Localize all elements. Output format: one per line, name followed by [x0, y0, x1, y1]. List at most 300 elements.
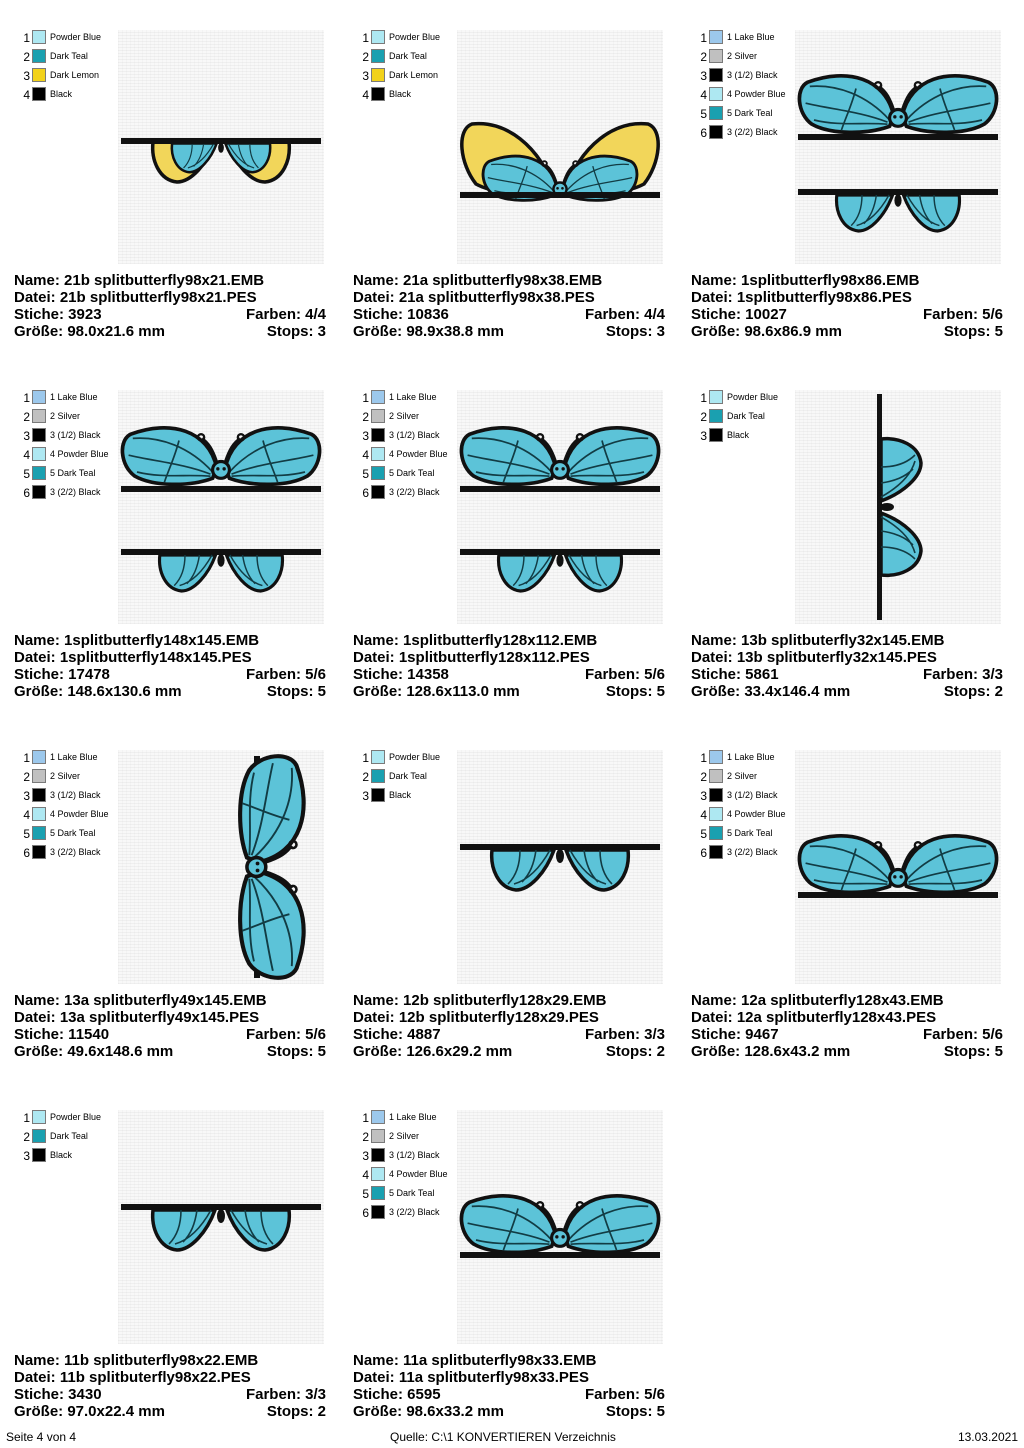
design-size: Größe: 128.6x113.0 mm — [353, 683, 520, 700]
thread-color-row — [697, 749, 797, 768]
thread-color-swatch — [709, 428, 723, 442]
thread-color-number: 6 — [23, 846, 30, 860]
color-count: Farben: 5/6 — [245, 1026, 326, 1043]
stitch-count: Stiche: 14358 — [353, 666, 449, 683]
thread-color-name: 3 (2/2) Black — [389, 1207, 440, 1217]
thread-color-name: Dark Teal — [727, 411, 765, 421]
design-name: Name: 1splitbutterfly148x145.EMB — [14, 632, 260, 649]
thread-color-swatch — [709, 30, 723, 44]
stop-count: Stops: 5 — [266, 683, 326, 700]
design-file: Datei: 11a splitbuterfly98x33.PES — [353, 1369, 589, 1386]
thread-color-name: 3 (1/2) Black — [50, 790, 101, 800]
thread-color-row — [20, 825, 120, 844]
design-file: Datei: 1splitbutterfly98x86.PES — [691, 289, 912, 306]
design-preview[interactable] — [795, 750, 1001, 984]
thread-color-row — [20, 408, 120, 427]
thread-color-number: 3 — [362, 1149, 369, 1163]
butterfly-design-image — [795, 750, 1001, 984]
thread-color-name: Black — [389, 89, 412, 99]
thread-legend — [359, 29, 459, 105]
thread-color-swatch — [371, 428, 385, 442]
thread-color-row — [697, 768, 797, 787]
design-name: Name: 12b splitbuterfly128x29.EMB — [353, 992, 607, 1009]
thread-color-name: 3 (1/2) Black — [389, 430, 440, 440]
thread-color-swatch — [32, 769, 46, 783]
design-size: Größe: 128.6x43.2 mm — [691, 1043, 851, 1060]
stop-count: Stops: 5 — [266, 1043, 326, 1060]
design-file: Datei: 1splitbutterfly128x112.PES — [353, 649, 590, 666]
thread-color-number: 3 — [362, 69, 369, 83]
thread-color-number: 5 — [362, 1187, 369, 1201]
thread-color-row — [20, 389, 120, 408]
stop-count: Stops: 5 — [943, 323, 1003, 340]
stitch-count: Stiche: 5861 — [691, 666, 779, 683]
thread-color-name: 1 Lake Blue — [50, 752, 98, 762]
design-card — [691, 15, 1011, 360]
thread-color-swatch — [32, 30, 46, 44]
thread-color-row — [697, 124, 797, 143]
stop-count: Stops: 2 — [605, 1043, 665, 1060]
thread-color-name: Black — [50, 1150, 73, 1160]
thread-color-swatch — [371, 68, 385, 82]
thread-color-swatch — [32, 49, 46, 63]
thread-color-row — [20, 48, 120, 67]
thread-color-name: Dark Lemon — [389, 70, 439, 80]
design-name: Name: 13a splitbuterfly49x145.EMB — [14, 992, 267, 1009]
thread-color-number: 1 — [700, 31, 707, 45]
thread-color-swatch — [32, 485, 46, 499]
design-preview[interactable] — [118, 1110, 324, 1344]
design-preview[interactable] — [457, 1110, 663, 1344]
thread-legend — [359, 1109, 459, 1223]
thread-color-swatch — [709, 845, 723, 859]
color-count: Farben: 4/4 — [584, 306, 665, 323]
stitch-count: Stiche: 6595 — [353, 1386, 441, 1403]
thread-color-number: 4 — [362, 88, 369, 102]
design-info — [691, 992, 1003, 1060]
stop-count: Stops: 2 — [943, 683, 1003, 700]
butterfly-design-image — [457, 390, 663, 624]
color-count: Farben: 5/6 — [584, 666, 665, 683]
thread-color-row — [359, 1128, 459, 1147]
thread-legend — [697, 29, 797, 143]
thread-color-swatch — [371, 466, 385, 480]
thread-color-name: 2 Silver — [727, 771, 758, 781]
design-card — [353, 735, 673, 1080]
butterfly-design-image — [457, 750, 663, 984]
thread-color-swatch — [709, 87, 723, 101]
design-card — [14, 15, 334, 360]
thread-color-swatch — [709, 68, 723, 82]
stitch-count: Stiche: 3430 — [14, 1386, 102, 1403]
thread-color-number: 1 — [23, 391, 30, 405]
thread-color-number: 1 — [362, 751, 369, 765]
thread-color-swatch — [371, 409, 385, 423]
thread-color-swatch — [371, 49, 385, 63]
thread-color-name: 4 Powder Blue — [389, 449, 448, 459]
thread-color-number: 3 — [23, 1149, 30, 1163]
thread-color-number: 3 — [362, 429, 369, 443]
color-count: Farben: 3/3 — [922, 666, 1003, 683]
thread-color-number: 2 — [362, 1130, 369, 1144]
thread-color-swatch — [371, 1110, 385, 1124]
thread-color-name: 1 Lake Blue — [389, 392, 437, 402]
thread-color-swatch — [709, 409, 723, 423]
design-preview[interactable] — [457, 30, 663, 264]
thread-color-name: 3 (1/2) Black — [389, 1150, 440, 1160]
color-count: Farben: 4/4 — [245, 306, 326, 323]
thread-color-row — [359, 768, 459, 787]
thread-color-name: Powder Blue — [389, 752, 441, 762]
thread-color-name: Dark Teal — [50, 1131, 88, 1141]
thread-legend — [697, 749, 797, 863]
thread-color-number: 3 — [23, 429, 30, 443]
design-name: Name: 1splitbutterfly98x86.EMB — [691, 272, 920, 289]
thread-legend — [697, 389, 797, 446]
thread-color-name: 3 (2/2) Black — [389, 487, 440, 497]
thread-color-name: Powder Blue — [50, 1112, 102, 1122]
thread-legend — [20, 1109, 120, 1166]
thread-color-swatch — [32, 1129, 46, 1143]
thread-color-number: 5 — [700, 827, 707, 841]
thread-color-name: 1 Lake Blue — [727, 32, 775, 42]
design-size: Größe: 98.6x33.2 mm — [353, 1403, 504, 1420]
thread-color-swatch — [32, 750, 46, 764]
design-size: Größe: 98.6x86.9 mm — [691, 323, 842, 340]
stop-count: Stops: 3 — [605, 323, 665, 340]
design-card — [14, 375, 334, 720]
stitch-count: Stiche: 9467 — [691, 1026, 779, 1043]
thread-color-row — [697, 787, 797, 806]
thread-color-swatch — [32, 87, 46, 101]
thread-color-number: 4 — [362, 448, 369, 462]
thread-color-name: 4 Powder Blue — [50, 449, 109, 459]
design-preview[interactable] — [118, 750, 324, 984]
thread-color-row — [359, 86, 459, 105]
stitch-count: Stiche: 3923 — [14, 306, 102, 323]
design-size: Größe: 148.6x130.6 mm — [14, 683, 182, 700]
design-file: Datei: 21b splitbutterfly98x21.PES — [14, 289, 257, 306]
design-info — [14, 992, 326, 1060]
thread-color-row — [20, 768, 120, 787]
thread-color-swatch — [709, 49, 723, 63]
design-card — [353, 15, 673, 360]
stop-count: Stops: 3 — [266, 323, 326, 340]
thread-color-swatch — [32, 428, 46, 442]
thread-color-swatch — [32, 390, 46, 404]
stitch-count: Stiche: 10836 — [353, 306, 449, 323]
design-preview[interactable] — [457, 750, 663, 984]
thread-color-name: 2 Silver — [50, 411, 81, 421]
design-name: Name: 13b splitbuterfly32x145.EMB — [691, 632, 945, 649]
thread-color-row — [20, 1147, 120, 1166]
thread-color-number: 5 — [700, 107, 707, 121]
stop-count: Stops: 5 — [605, 1403, 665, 1420]
thread-color-swatch — [709, 390, 723, 404]
stop-count: Stops: 2 — [266, 1403, 326, 1420]
design-file: Datei: 12a splitbuterfly128x43.PES — [691, 1009, 937, 1026]
design-file: Datei: 11b splitbuterfly98x22.PES — [14, 1369, 251, 1386]
thread-color-row — [697, 48, 797, 67]
thread-color-name: 5 Dark Teal — [389, 1188, 435, 1198]
thread-color-number: 5 — [23, 827, 30, 841]
design-size: Größe: 98.0x21.6 mm — [14, 323, 165, 340]
thread-color-swatch — [371, 1167, 385, 1181]
color-count: Farben: 5/6 — [584, 1386, 665, 1403]
thread-color-row — [697, 389, 797, 408]
thread-color-row — [359, 1185, 459, 1204]
thread-color-name: Dark Lemon — [50, 70, 100, 80]
color-count: Farben: 5/6 — [245, 666, 326, 683]
thread-color-row — [20, 1128, 120, 1147]
thread-color-number: 6 — [700, 846, 707, 860]
thread-color-swatch — [709, 125, 723, 139]
design-size: Größe: 33.4x146.4 mm — [691, 683, 851, 700]
color-count: Farben: 5/6 — [922, 1026, 1003, 1043]
thread-color-row — [20, 465, 120, 484]
butterfly-design-image — [118, 30, 324, 264]
thread-color-name: 3 (1/2) Black — [727, 790, 778, 800]
thread-color-swatch — [709, 750, 723, 764]
thread-color-swatch — [32, 788, 46, 802]
thread-color-row — [359, 1204, 459, 1223]
design-preview[interactable] — [795, 30, 1001, 264]
thread-color-row — [359, 1109, 459, 1128]
design-size: Größe: 126.6x29.2 mm — [353, 1043, 513, 1060]
thread-color-row — [359, 749, 459, 768]
design-card — [14, 735, 334, 1080]
design-preview[interactable] — [118, 390, 324, 624]
design-card — [691, 375, 1011, 720]
thread-color-number: 1 — [23, 1111, 30, 1125]
thread-color-number: 2 — [700, 770, 707, 784]
thread-color-row — [20, 484, 120, 503]
thread-color-name: 4 Powder Blue — [727, 89, 786, 99]
thread-color-name: 5 Dark Teal — [50, 828, 96, 838]
design-file: Datei: 12b splitbuterfly128x29.PES — [353, 1009, 599, 1026]
thread-color-swatch — [32, 1110, 46, 1124]
thread-color-row — [359, 446, 459, 465]
thread-color-row — [359, 1166, 459, 1185]
thread-color-row — [20, 749, 120, 768]
thread-color-row — [697, 825, 797, 844]
thread-color-row — [697, 844, 797, 863]
thread-color-name: 3 (2/2) Black — [50, 847, 101, 857]
thread-color-swatch — [371, 750, 385, 764]
thread-color-name: 3 (2/2) Black — [727, 127, 778, 137]
thread-color-swatch — [709, 807, 723, 821]
thread-color-name: Black — [389, 790, 412, 800]
stitch-count: Stiche: 11540 — [14, 1026, 110, 1043]
design-name: Name: 11a splitbuterfly98x33.EMB — [353, 1352, 597, 1369]
design-file: Datei: 13b splitbuterfly32x145.PES — [691, 649, 937, 666]
stitch-count: Stiche: 17478 — [14, 666, 110, 683]
thread-color-number: 2 — [700, 410, 707, 424]
thread-color-name: 2 Silver — [389, 411, 420, 421]
thread-color-swatch — [371, 390, 385, 404]
thread-color-row — [20, 446, 120, 465]
thread-legend — [20, 749, 120, 863]
thread-color-number: 1 — [362, 1111, 369, 1125]
thread-color-name: 2 Silver — [389, 1131, 420, 1141]
design-preview[interactable] — [118, 30, 324, 264]
thread-color-number: 3 — [23, 789, 30, 803]
thread-color-name: 5 Dark Teal — [727, 108, 773, 118]
design-file: Datei: 1splitbutterfly148x145.PES — [14, 649, 252, 666]
color-count: Farben: 3/3 — [245, 1386, 326, 1403]
thread-color-number: 4 — [23, 88, 30, 102]
thread-color-swatch — [709, 769, 723, 783]
design-info — [14, 1352, 326, 1420]
design-name: Name: 11b splitbuterfly98x22.EMB — [14, 1352, 259, 1369]
thread-color-number: 6 — [700, 126, 707, 140]
design-preview[interactable] — [795, 390, 1001, 624]
thread-color-swatch — [371, 788, 385, 802]
thread-color-name: Dark Teal — [389, 51, 427, 61]
thread-color-number: 6 — [23, 486, 30, 500]
thread-color-swatch — [709, 106, 723, 120]
thread-color-swatch — [371, 447, 385, 461]
thread-color-name: 5 Dark Teal — [50, 468, 96, 478]
thread-color-name: 3 (1/2) Black — [727, 70, 778, 80]
source-path: Quelle: C:\1 KONVERTIEREN Verzeichnis — [390, 1430, 616, 1444]
thread-color-row — [359, 1147, 459, 1166]
thread-color-number: 4 — [362, 1168, 369, 1182]
thread-color-row — [359, 465, 459, 484]
thread-color-swatch — [371, 1129, 385, 1143]
thread-color-swatch — [371, 1148, 385, 1162]
thread-legend — [20, 389, 120, 503]
thread-color-name: 1 Lake Blue — [50, 392, 98, 402]
stitch-count: Stiche: 10027 — [691, 306, 787, 323]
thread-color-row — [697, 806, 797, 825]
thread-color-swatch — [32, 466, 46, 480]
thread-color-number: 2 — [23, 410, 30, 424]
thread-color-number: 6 — [362, 486, 369, 500]
design-info — [353, 632, 665, 700]
thread-color-number: 3 — [700, 789, 707, 803]
thread-color-swatch — [32, 409, 46, 423]
thread-color-name: 1 Lake Blue — [389, 1112, 437, 1122]
thread-color-swatch — [371, 30, 385, 44]
design-info — [14, 272, 326, 340]
thread-color-number: 2 — [23, 50, 30, 64]
thread-color-swatch — [371, 1205, 385, 1219]
thread-color-number: 2 — [700, 50, 707, 64]
design-name: Name: 21a splitbutterfly98x38.EMB — [353, 272, 603, 289]
thread-color-name: 3 (2/2) Black — [727, 847, 778, 857]
thread-color-name: 4 Powder Blue — [389, 1169, 448, 1179]
thread-color-swatch — [32, 1148, 46, 1162]
design-preview[interactable] — [457, 390, 663, 624]
thread-color-swatch — [32, 447, 46, 461]
thread-color-row — [20, 86, 120, 105]
thread-color-number: 2 — [362, 410, 369, 424]
thread-color-row — [20, 427, 120, 446]
thread-color-swatch — [709, 826, 723, 840]
thread-color-row — [359, 787, 459, 806]
thread-legend — [359, 389, 459, 503]
thread-color-row — [20, 844, 120, 863]
thread-color-row — [359, 389, 459, 408]
thread-color-number: 1 — [362, 391, 369, 405]
design-size: Größe: 98.9x38.8 mm — [353, 323, 504, 340]
thread-color-name: 3 (1/2) Black — [50, 430, 101, 440]
thread-color-number: 2 — [362, 770, 369, 784]
design-info — [14, 632, 326, 700]
butterfly-design-image — [118, 390, 324, 624]
butterfly-design-image — [795, 390, 1001, 624]
design-card — [691, 735, 1011, 1080]
thread-color-number: 1 — [23, 31, 30, 45]
thread-color-number: 1 — [362, 31, 369, 45]
thread-color-number: 3 — [700, 429, 707, 443]
thread-color-number: 1 — [23, 751, 30, 765]
thread-color-row — [697, 86, 797, 105]
thread-color-row — [359, 427, 459, 446]
thread-legend — [20, 29, 120, 105]
thread-color-swatch — [32, 68, 46, 82]
print-date: 13.03.2021 — [957, 1430, 1018, 1444]
butterfly-design-image — [457, 30, 663, 264]
butterfly-design-image — [457, 1110, 663, 1344]
design-info — [353, 1352, 665, 1420]
thread-color-row — [359, 29, 459, 48]
thread-color-name: 4 Powder Blue — [50, 809, 109, 819]
thread-color-name: Black — [50, 89, 73, 99]
design-info — [691, 272, 1003, 340]
butterfly-design-image — [795, 30, 1001, 264]
thread-color-number: 4 — [700, 808, 707, 822]
design-size: Größe: 49.6x148.6 mm — [14, 1043, 174, 1060]
thread-color-number: 4 — [23, 448, 30, 462]
page-number: Seite 4 von 4 — [6, 1430, 77, 1444]
butterfly-design-image — [118, 750, 324, 984]
thread-color-number: 3 — [700, 69, 707, 83]
thread-color-row — [20, 787, 120, 806]
stitch-count: Stiche: 4887 — [353, 1026, 441, 1043]
thread-color-row — [697, 427, 797, 446]
thread-color-name: 3 (2/2) Black — [50, 487, 101, 497]
thread-color-number: 6 — [362, 1206, 369, 1220]
thread-color-number: 2 — [23, 1130, 30, 1144]
thread-color-swatch — [32, 845, 46, 859]
thread-color-row — [697, 105, 797, 124]
thread-color-number: 5 — [362, 467, 369, 481]
thread-color-name: Dark Teal — [50, 51, 88, 61]
color-count: Farben: 5/6 — [922, 306, 1003, 323]
thread-color-swatch — [371, 87, 385, 101]
thread-color-row — [20, 67, 120, 86]
thread-color-name: 4 Powder Blue — [727, 809, 786, 819]
design-card — [14, 1095, 334, 1440]
stop-count: Stops: 5 — [943, 1043, 1003, 1060]
stop-count: Stops: 5 — [605, 683, 665, 700]
thread-color-swatch — [709, 788, 723, 802]
thread-color-name: 2 Silver — [727, 51, 758, 61]
thread-color-row — [697, 67, 797, 86]
thread-color-number: 4 — [700, 88, 707, 102]
thread-legend — [359, 749, 459, 806]
thread-color-name: Powder Blue — [50, 32, 102, 42]
thread-color-swatch — [371, 1186, 385, 1200]
design-size: Größe: 97.0x22.4 mm — [14, 1403, 165, 1420]
thread-color-name: 5 Dark Teal — [389, 468, 435, 478]
thread-color-number: 2 — [362, 50, 369, 64]
design-name: Name: 1splitbutterfly128x112.EMB — [353, 632, 598, 649]
thread-color-number: 1 — [700, 391, 707, 405]
thread-color-swatch — [32, 807, 46, 821]
